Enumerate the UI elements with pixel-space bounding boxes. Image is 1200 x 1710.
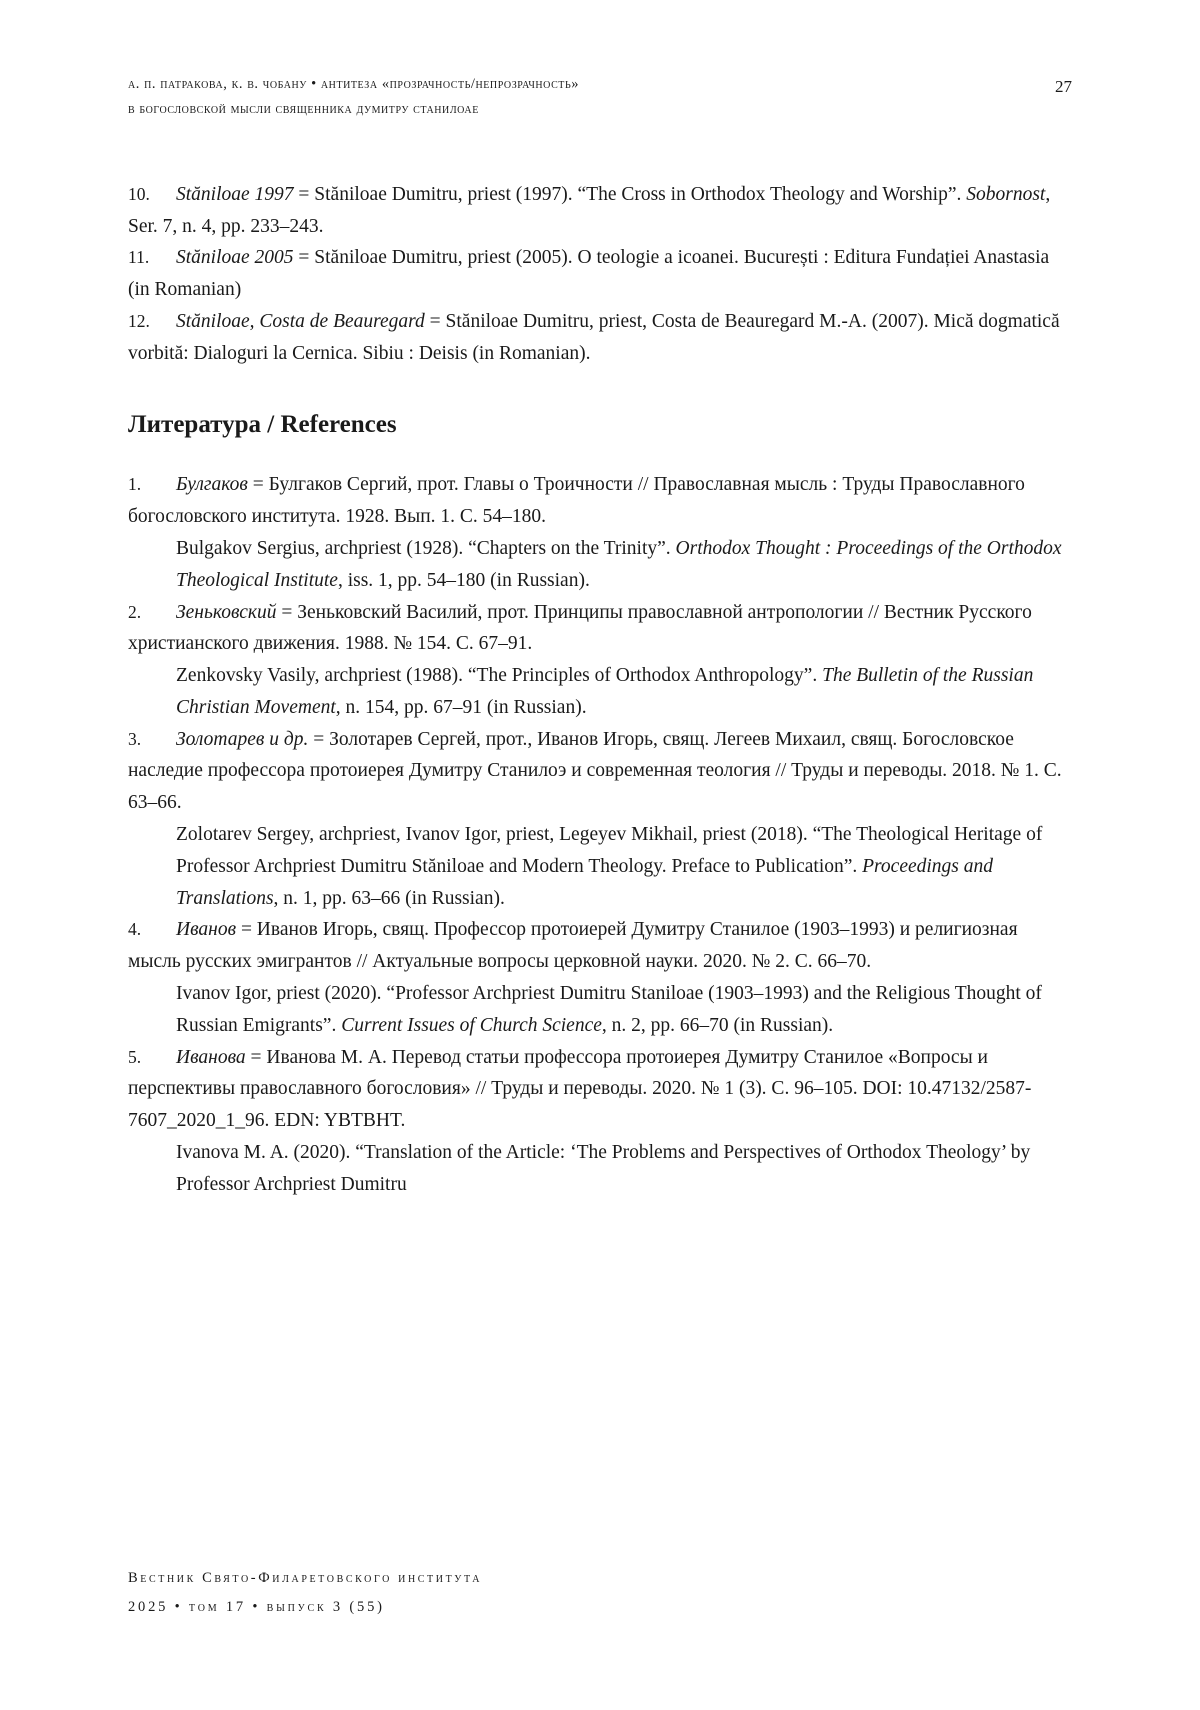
source-text: = Stăniloae Dumitru, priest (1997). “The Cross in Orthodox Theology and Worship”. <box>293 183 967 205</box>
reference-translation-italic: Proceedings and Translations <box>176 855 994 909</box>
reference-translation <box>176 819 1072 914</box>
reference-short-title: Иванов <box>176 919 237 941</box>
reference-translation-part: Bulgakov Sergius, archpriest (1928). “Chapters on the Trinity”. <box>176 538 676 559</box>
reference-translation-tail: , n. 154, pp. 67–91 (in Russian). <box>335 696 587 718</box>
source-text: = Stăniloae Dumitru, priest, Costa de Beauregard M.-A. (2007). Mică dogmatică vorbită: Dialoguri la Cernica. Sibiu : Deisis (in Romanian). <box>128 310 1060 364</box>
references-list <box>128 469 1072 1200</box>
source-short-title: Stăniloae, Costa de Beauregard <box>176 310 425 332</box>
running-head-line2: в богословской мысли священника думитру станилоае <box>128 101 479 118</box>
reference-translation-tail: , n. 2, pp. 66–70 (in Russian). <box>601 1014 834 1036</box>
running-head <box>128 72 1072 123</box>
reference-number: 3. <box>128 728 142 749</box>
source-number: 11. <box>128 247 150 268</box>
reference-short-title: Булгаков <box>176 474 248 496</box>
source-entry <box>128 242 1072 306</box>
source-number: 12. <box>128 310 150 331</box>
source-text-tail: , Ser. 7, n. 4, pp. 233–243. <box>128 183 1051 237</box>
source-entry <box>128 179 1072 243</box>
reference-translation-italic: Current Issues of Church Science <box>341 1014 602 1036</box>
reference-original <box>128 469 1072 533</box>
reference-item <box>128 597 1072 724</box>
running-head-line1: а. п. патракова, к. в. чобану • антитеза «прозрачность/непрозрачность» <box>128 76 580 92</box>
source-entry <box>128 306 1072 370</box>
source-short-title: Stăniloae 1997 <box>176 183 294 205</box>
reference-original <box>128 724 1072 819</box>
reference-item <box>128 469 1072 596</box>
reference-translation-part: Ivanov Igor, priest (2020). “Professor Archpriest Dumitru Staniloae (1903–1993) and the Religious Thought of Russian Emigrants”. <box>176 982 1042 1036</box>
reference-number: 4. <box>128 919 142 940</box>
reference-translation-part: Ivanova M. A. (2020). “Translation of the Article: ‘The Problems and Perspectives of Orthodox Theology’ by Professor Archpriest Dumitru <box>176 1141 1031 1195</box>
reference-translation-part: Zolotarev Sergey, archpriest, Ivanov Igor, priest, Legeyev Mikhail, priest (2018). “The Theological Heritage of Professor Archpriest Dumitru Stăniloae and Modern Theology. Preface to Publication”. <box>176 824 1043 877</box>
section-title-references: Литература / References <box>128 411 397 439</box>
reference-translation-tail: , n. 1, pp. 63–66 (in Russian). <box>273 887 505 909</box>
reference-translation <box>176 533 1072 597</box>
reference-text: = Золотарев Сергей, прот., Иванов Игорь, свящ. Легеев Михаил, свящ. Богословское наследие профессора протоиерея Думитру Станилоэ и современная теология // Труды и переводы. 2018. № 1. С. 63–66. <box>128 728 1062 814</box>
reference-translation-part: Zenkovsky Vasily, archpriest (1988). “The Principles of Orthodox Anthropology”. <box>176 665 823 687</box>
source-short-title: Stăniloae 2005 <box>176 247 294 269</box>
source-number: 10. <box>128 183 150 204</box>
reference-text: = Булгаков Сергий, прот. Главы о Троичности // Православная мысль : Труды Православного богословского института. 1928. Вып. 1. С. 54–180. <box>128 474 1025 528</box>
footer-issue-info: 2025 • том 17 • выпуск 3 (55) <box>128 1599 385 1615</box>
reference-translation-italic: The Bulletin of the Russian Christian Movement <box>176 665 1034 718</box>
reference-short-title: Золотарев и др. <box>176 728 309 750</box>
page-footer <box>128 1564 1072 1622</box>
reference-text: = Зеньковский Василий, прот. Принципы православной антропологии // Вестник Русского христианского движения. 1988. № 154. С. 67–91. <box>128 601 1032 655</box>
reference-item <box>128 914 1072 1041</box>
reference-number: 1. <box>128 474 142 495</box>
reference-original <box>128 914 1072 978</box>
reference-translation <box>176 1137 1072 1201</box>
footer-journal-name: Вестник Свято-Филаретовского института <box>128 1570 483 1586</box>
reference-text: = Иванова М. А. Перевод статьи профессора протоиерея Думитру Станилое «Вопросы и перспективы православного богословия» // Труды и переводы. 2020. № 1 (3). С. 96–105. DOI: 10.47132/2587-7607_2020_1_96. EDN: YBTBHT. <box>128 1046 1032 1132</box>
reference-short-title: Зеньковский <box>176 601 277 623</box>
page-content <box>128 72 1072 1200</box>
reference-number: 2. <box>128 601 142 622</box>
reference-translation-tail: , iss. 1, pp. 54–180 (in Russian). <box>337 569 590 591</box>
reference-original <box>128 1042 1072 1137</box>
sources-list <box>128 179 1072 370</box>
reference-translation <box>176 978 1072 1042</box>
reference-number: 5. <box>128 1046 142 1067</box>
reference-text: = Иванов Игорь, свящ. Профессор протоиерей Думитру Станилое (1903–1993) и религиозная мысль русских эмигрантов // Актуальные вопросы церковной науки. 2020. № 2. С. 66–70. <box>128 919 1018 973</box>
reference-item <box>128 724 1072 915</box>
source-journal: Sobornost <box>966 183 1046 205</box>
reference-item <box>128 1042 1072 1201</box>
source-text: = Stăniloae Dumitru, priest (2005). O teologie a icoanei. București : Editura Fundației Anastasia (in Romanian) <box>128 247 1050 301</box>
reference-translation <box>176 660 1072 724</box>
reference-translation-italic: Orthodox Thought : Proceedings of the Orthodox Theological Institute <box>176 538 1062 591</box>
reference-original <box>128 597 1072 661</box>
reference-short-title: Иванова <box>176 1046 246 1068</box>
page-number: 27 <box>1055 77 1072 96</box>
